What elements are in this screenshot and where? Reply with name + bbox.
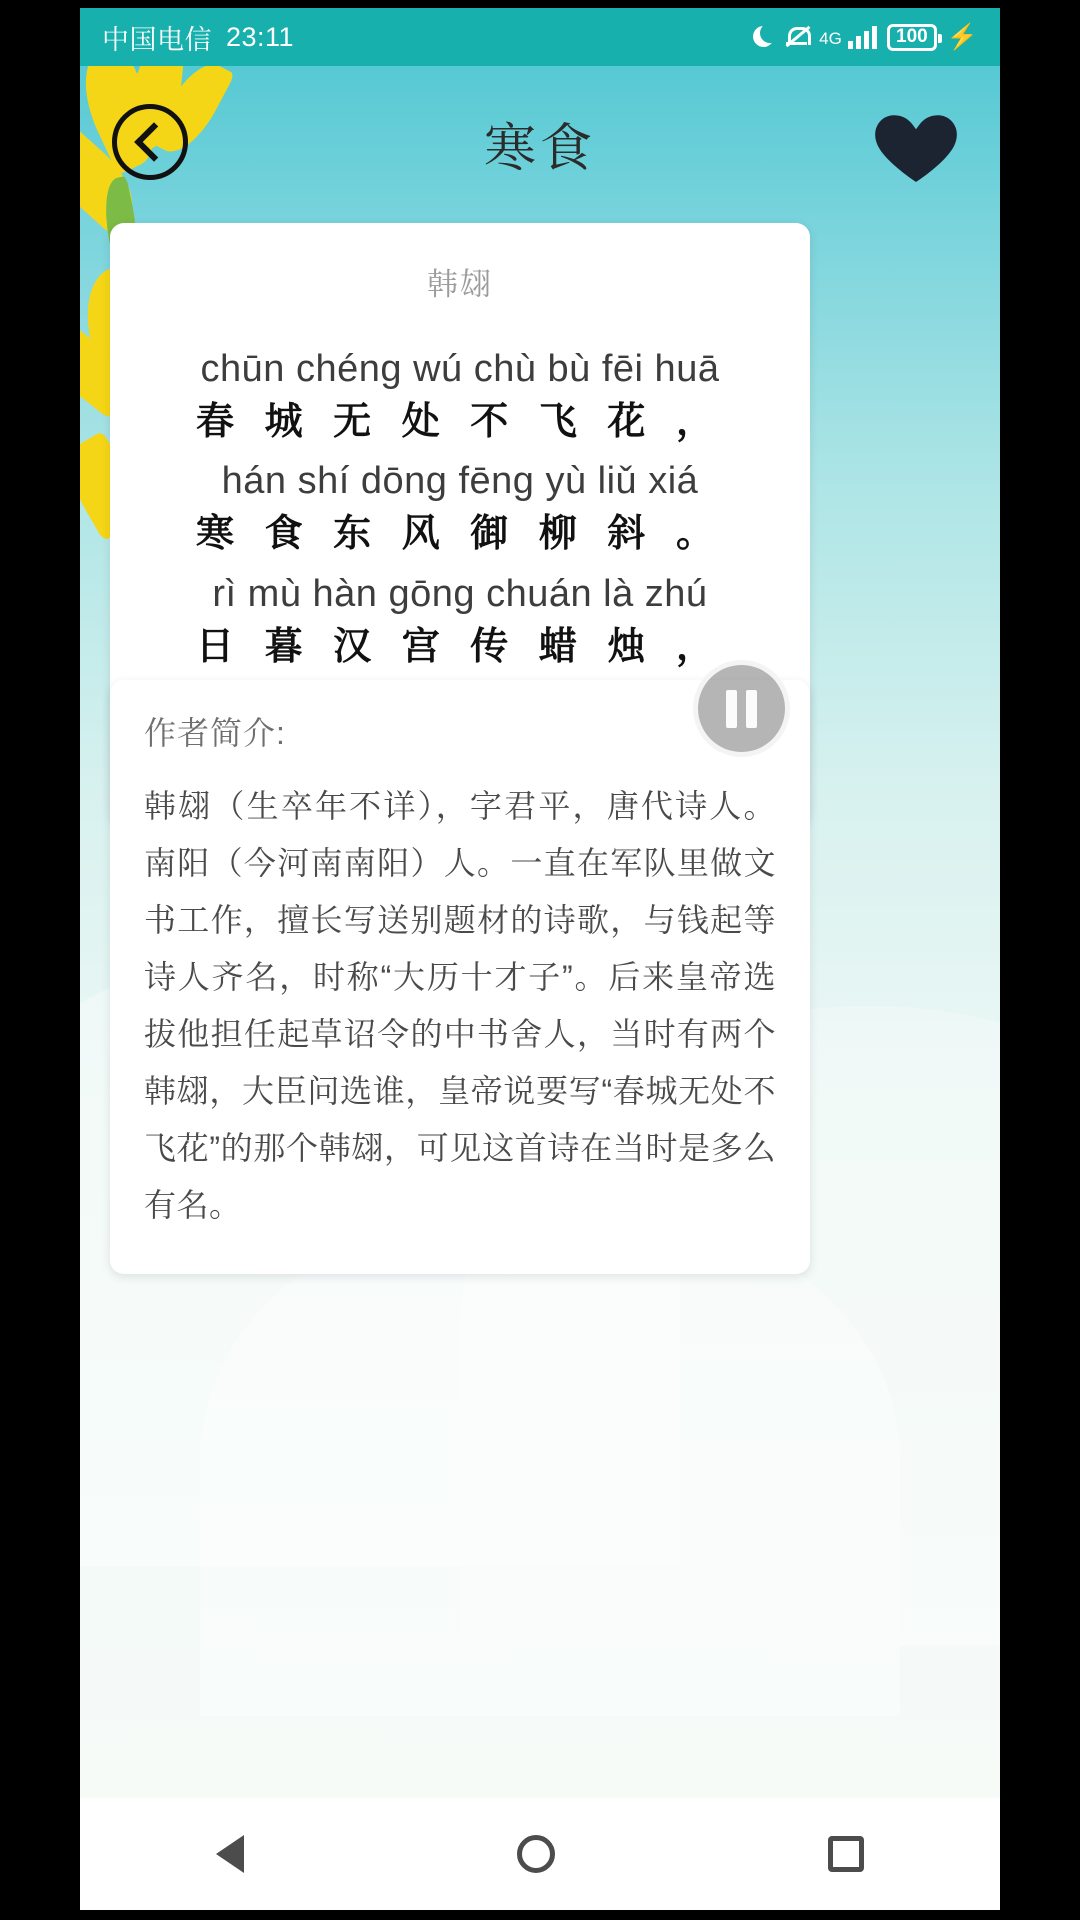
nav-back-icon[interactable] xyxy=(216,1835,244,1873)
poem-line-hanzi: 日 暮 汉 宫 传 蜡 烛 ， xyxy=(196,625,724,668)
pause-button[interactable] xyxy=(693,660,790,757)
heart-icon xyxy=(868,98,964,194)
app-header xyxy=(80,66,1000,226)
battery-icon xyxy=(887,24,937,51)
hill-shape xyxy=(200,1196,900,1716)
author-intro-card xyxy=(110,680,810,1274)
favorite-button[interactable] xyxy=(868,98,964,194)
carrier-label: 中国电信 xyxy=(102,24,212,55)
nav-recents-icon[interactable] xyxy=(828,1836,864,1872)
author-intro-label: 作者简介: xyxy=(144,715,286,751)
network-type-label: 4G xyxy=(819,28,842,48)
device-frame-right xyxy=(1000,0,1080,1920)
poem-line-hanzi: 寒 食 东 风 御 柳 斜 。 xyxy=(196,513,724,556)
device-frame-left xyxy=(0,0,80,1920)
page-title: 寒食 xyxy=(483,120,596,178)
poem-line-hanzi: 春 城 无 处 不 飞 花 ， xyxy=(196,400,724,443)
poem-author: 韩翃 xyxy=(427,267,493,302)
moon-icon xyxy=(753,26,775,48)
status-bar xyxy=(80,8,1000,66)
charging-bolt-icon: ⚡ xyxy=(946,22,978,51)
pause-icon xyxy=(726,690,737,728)
system-navigation-bar xyxy=(80,1798,1000,1910)
bell-off-icon xyxy=(785,24,809,50)
pause-icon xyxy=(746,690,757,728)
poem-line-pinyin: hán shí dōng fēng yù liǔ xiá xyxy=(221,460,699,503)
device-frame-bottom xyxy=(0,1910,1080,1920)
device-frame-top xyxy=(0,0,1080,8)
status-bar-left xyxy=(102,18,294,57)
author-intro-text: 韩翃（生卒年不详），字君平，唐代诗人。南阳（今河南南阳）人。一直在军队里做文书工作，擅长写送别题材的诗歌，与钱起等诗人齐名，时称“大历十才子”。后来皇帝选拔他担任起草诏令的中书舍人，当时有两个韩翃，大臣问选谁，皇帝说要写“春城无处不飞花”的那个韩翃，可见这首诗在当时是多么有名。 xyxy=(144,788,776,1223)
signal-icon xyxy=(848,25,877,49)
status-bar-right xyxy=(753,24,978,51)
battery-level-label: 100 xyxy=(896,26,928,47)
nav-home-icon[interactable] xyxy=(517,1835,555,1873)
screen xyxy=(80,8,1000,1910)
clock-label: 23:11 xyxy=(226,21,295,52)
poem-line-pinyin: rì mù hàn gōng chuán là zhú xyxy=(212,572,708,615)
poem-line-pinyin: chūn chéng wú chù bù fēi huā xyxy=(200,348,720,390)
